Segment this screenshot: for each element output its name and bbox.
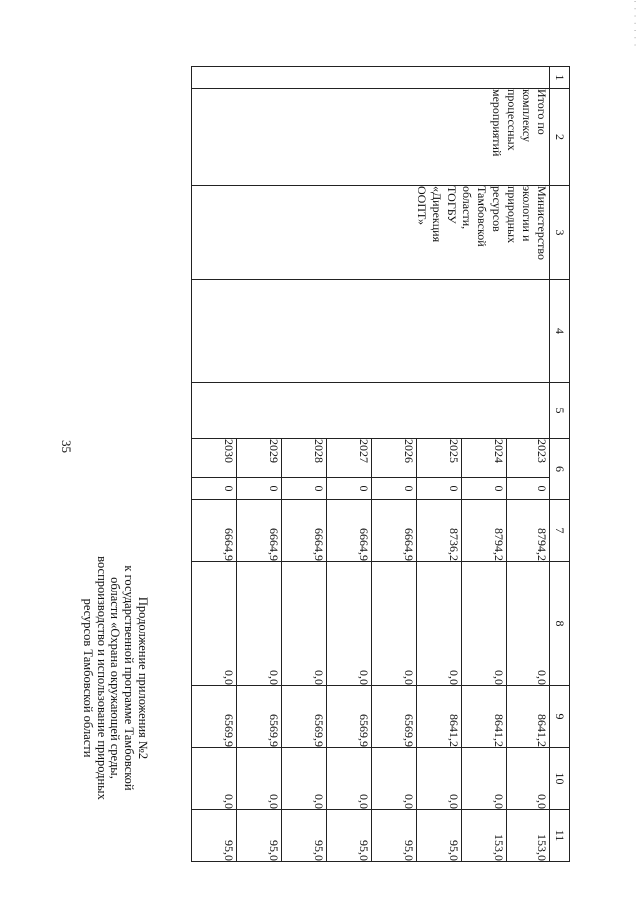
c8-cell: 0,0 <box>507 562 550 686</box>
c9-cell: 6569,9 <box>192 686 237 748</box>
executor-line: ресурсов <box>490 186 504 232</box>
c8-cell: 0,0 <box>417 562 462 686</box>
c7-cell: 8794,2 <box>507 500 550 562</box>
c11-cell: 95,0 <box>417 810 462 862</box>
c11-cell: 95,0 <box>327 810 372 862</box>
row-title-line: процессных <box>505 89 519 151</box>
executor-line: экологии и <box>520 186 534 242</box>
c11-cell: 95,0 <box>282 810 327 862</box>
c8-cell: 0,0 <box>327 562 372 686</box>
col1-cell <box>192 67 550 89</box>
header-cell: 10 <box>550 748 570 810</box>
header-cell: 8 <box>550 562 570 686</box>
year-cell: 2029 <box>237 439 282 478</box>
caption-line: ресурсов Тамбовской области <box>80 598 95 758</box>
c9-cell: 6569,9 <box>282 686 327 748</box>
header-cell: 6 <box>550 439 570 500</box>
c6-cell: 0 <box>462 478 507 500</box>
c7-cell: 6664,9 <box>372 500 417 562</box>
header-cell: 9 <box>550 686 570 748</box>
executor-cell <box>192 186 550 280</box>
year-cell: 2026 <box>372 439 417 478</box>
year-cell: 2023 <box>507 439 550 478</box>
c8-cell: 0,0 <box>372 562 417 686</box>
side-marks: · · · · · · · <box>630 0 640 48</box>
c8-cell: 0,0 <box>237 562 282 686</box>
c10-cell: 0,0 <box>372 748 417 810</box>
header-cell: 4 <box>550 280 570 383</box>
row-title-line: мероприятий <box>490 89 504 157</box>
header-cell: 5 <box>550 383 570 439</box>
c10-cell: 0,0 <box>462 748 507 810</box>
header-cell: 1 <box>550 67 570 89</box>
c7-cell: 6664,9 <box>327 500 372 562</box>
row-title-cell <box>192 89 550 186</box>
c9-cell: 6569,9 <box>372 686 417 748</box>
c9-cell: 8641,2 <box>507 686 550 748</box>
c10-cell: 0,0 <box>282 748 327 810</box>
header-cell: 3 <box>550 186 570 280</box>
c7-cell: 6664,9 <box>237 500 282 562</box>
year-cell: 2025 <box>417 439 462 478</box>
executor-line: Министерство <box>535 186 549 260</box>
c11-cell: 153,0 <box>462 810 507 862</box>
c8-cell: 0,0 <box>282 562 327 686</box>
c6-cell: 0 <box>282 478 327 500</box>
table-row <box>507 67 550 862</box>
c10-cell: 0,0 <box>192 748 237 810</box>
financing-table <box>191 66 570 862</box>
header-cell: 7 <box>550 500 570 562</box>
year-cell: 2028 <box>282 439 327 478</box>
executor-line: области, <box>460 186 474 230</box>
header-cell: 11 <box>550 810 570 862</box>
c11-cell: 95,0 <box>192 810 237 862</box>
c6-cell: 0 <box>417 478 462 500</box>
header-cell: 2 <box>550 89 570 186</box>
c6-cell: 0 <box>192 478 237 500</box>
c6-cell: 0 <box>372 478 417 500</box>
c10-cell: 0,0 <box>417 748 462 810</box>
executor-line: природных <box>505 186 519 244</box>
caption-line: воспроизводство и использование природных <box>94 556 109 800</box>
executor-line: Тамбовской <box>475 186 489 247</box>
c7-cell: 8794,2 <box>462 500 507 562</box>
year-cell: 2030 <box>192 439 237 478</box>
year-cell: 2027 <box>327 439 372 478</box>
c11-cell: 95,0 <box>372 810 417 862</box>
executor-line: ООПТ» <box>415 186 429 226</box>
row-title-line: комплексу <box>520 89 534 143</box>
c10-cell: 0,0 <box>237 748 282 810</box>
executor-line: ТОГБУ <box>445 186 459 224</box>
c10-cell: 0,0 <box>327 748 372 810</box>
caption-line: к государственной программе Тамбовской <box>122 565 137 791</box>
c9-cell: 6569,9 <box>327 686 372 748</box>
c9-cell: 8641,2 <box>417 686 462 748</box>
c10-cell: 0,0 <box>507 748 550 810</box>
c11-cell: 95,0 <box>237 810 282 862</box>
c7-cell: 6664,9 <box>192 500 237 562</box>
c9-cell: 6569,9 <box>237 686 282 748</box>
year-cell: 2024 <box>462 439 507 478</box>
c7-cell: 8736,2 <box>417 500 462 562</box>
executor-line: «Дирекция <box>430 186 444 243</box>
c11-cell: 153,0 <box>507 810 550 862</box>
caption-line: Продолжение приложения №2 <box>136 596 150 760</box>
c9-cell: 8641,2 <box>462 686 507 748</box>
c6-cell: 0 <box>327 478 372 500</box>
c8-cell: 0,0 <box>192 562 237 686</box>
col4-cell <box>192 280 550 383</box>
c6-cell: 0 <box>237 478 282 500</box>
header-row <box>550 67 570 862</box>
page-number: 35 <box>59 440 74 453</box>
c6-cell: 0 <box>507 478 550 500</box>
col5-cell <box>192 383 550 439</box>
c8-cell: 0,0 <box>462 562 507 686</box>
c7-cell: 6664,9 <box>282 500 327 562</box>
row-title-line: Итого по <box>535 89 549 135</box>
appendix-caption <box>80 548 149 808</box>
caption-line: области «Охрана окружающей среды, <box>108 577 123 779</box>
